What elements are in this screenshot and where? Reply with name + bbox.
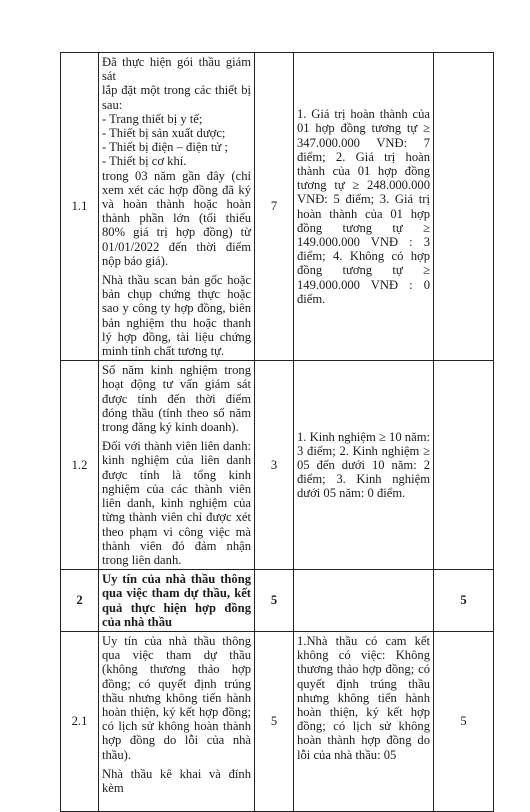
description-line: trong 03 năm gần đây (chỉ xem xét các hợp đồng đã ký và hoàn thành hoặc hoàn thành phần lớn (tối thiểu 80% giá trị hợp đồng) từ 01/01/2022 đến thời điểm nộp báo giá). (102, 168, 251, 268)
row-score: 5 (434, 570, 494, 632)
row-description (99, 631, 255, 811)
row-description (99, 361, 255, 570)
row-criteria (294, 570, 434, 632)
row-description (99, 53, 255, 361)
description-note: Đối với thành viên liên danh: kinh nghiệm của liên danh được tính là tổng kinh nghiệm của các thành viên liên danh, kinh nghiệm của từng thành viên chỉ được xét theo phạm vi công việc mà thành viên đó đảm nhận trong liên danh. (102, 439, 251, 567)
description-line: - Trang thiết bị y tế; (102, 111, 203, 126)
table-row (61, 53, 494, 361)
row-points: 5 (255, 570, 294, 632)
row-points: 7 (255, 53, 294, 361)
row-index: 1.1 (61, 53, 99, 361)
description-line: - Thiết bị sản xuất dược; (102, 126, 226, 141)
row-index: 2 (61, 570, 99, 632)
row-score: 5 (434, 631, 494, 811)
description-note: Nhà thầu scan bản gốc hoặc bản chụp chứng thực hoặc sao y công ty hợp đồng, biên bản nghiệm thu hoặc thanh lý hợp đồng, tài liệu chứng minh tính chất tương tự. (102, 273, 251, 359)
row-criteria: 1. Giá trị hoàn thành của 01 hợp đồng tương tự ≥ 347.000.000 VNĐ: 7 điểm; 2. Giá trị hoàn thành của 01 hợp đồng tương tự ≥ 248.000.000 VNĐ: 5 điểm; 3. Giá trị hoàn thành của 01 hợp đồng tương tự ≥ 149.000.000 VNĐ : 3 điểm; 4. Không có hợp đồng tương tự ≥ 149.000.000 VNĐ : 0 điểm. (294, 53, 434, 361)
table-row (61, 570, 494, 632)
description-text: Uy tín của nhà thầu thông qua việc tham dự thầu (không thương thảo hợp đồng; có quyết định trúng thầu nhưng không tiến hành hoàn thiện, ký kết hợp đồng; có lịch sử không hoàn thành hợp đồng do lỗi của nhà thầu). (102, 633, 251, 762)
row-index: 2.1 (61, 631, 99, 811)
row-description: Uy tín của nhà thầu thông qua việc tham dự thầu, kết quả thực hiện hợp đồng của nhà thầu (99, 570, 255, 632)
description-text: Số năm kinh nghiệm trong hoạt động tư vấn giám sát được tính đến thời điểm đóng thầu (tính theo số năm trong đăng ký kinh doanh). (102, 363, 251, 435)
row-points: 5 (255, 631, 294, 811)
description-note: Nhà thầu kê khai và đính kèm (102, 766, 251, 795)
row-criteria: 1.Nhà thầu có cam kết không có việc: Không thương thảo hợp đồng; có quyết định trúng thầu nhưng không tiến hành hoàn thiện, ký kết hợp đồng; có lịch sử không hoàn thành hợp đồng do lỗi của nhà thầu: 05 (294, 631, 434, 811)
evaluation-table (60, 52, 494, 812)
table-row (61, 361, 494, 570)
description-line: Đã thực hiện gói thầu giám sát (102, 55, 251, 84)
row-score (434, 361, 494, 570)
table-row (61, 631, 494, 811)
row-index: 1.2 (61, 361, 99, 570)
row-criteria: 1. Kinh nghiệm ≥ 10 năm: 3 điểm; 2. Kinh nghiệm ≥ 05 đến dưới 10 năm: 2 điểm; 3. Kinh nghiệm dưới 05 năm: 0 điểm. (294, 361, 434, 570)
description-line: lắp đặt một trong các thiết bị sau: (102, 83, 251, 112)
row-points: 3 (255, 361, 294, 570)
description-line: - Thiết bị điện – điện tử ; (102, 140, 228, 155)
row-score (434, 53, 494, 361)
description-line: - Thiết bị cơ khí. (102, 154, 187, 169)
